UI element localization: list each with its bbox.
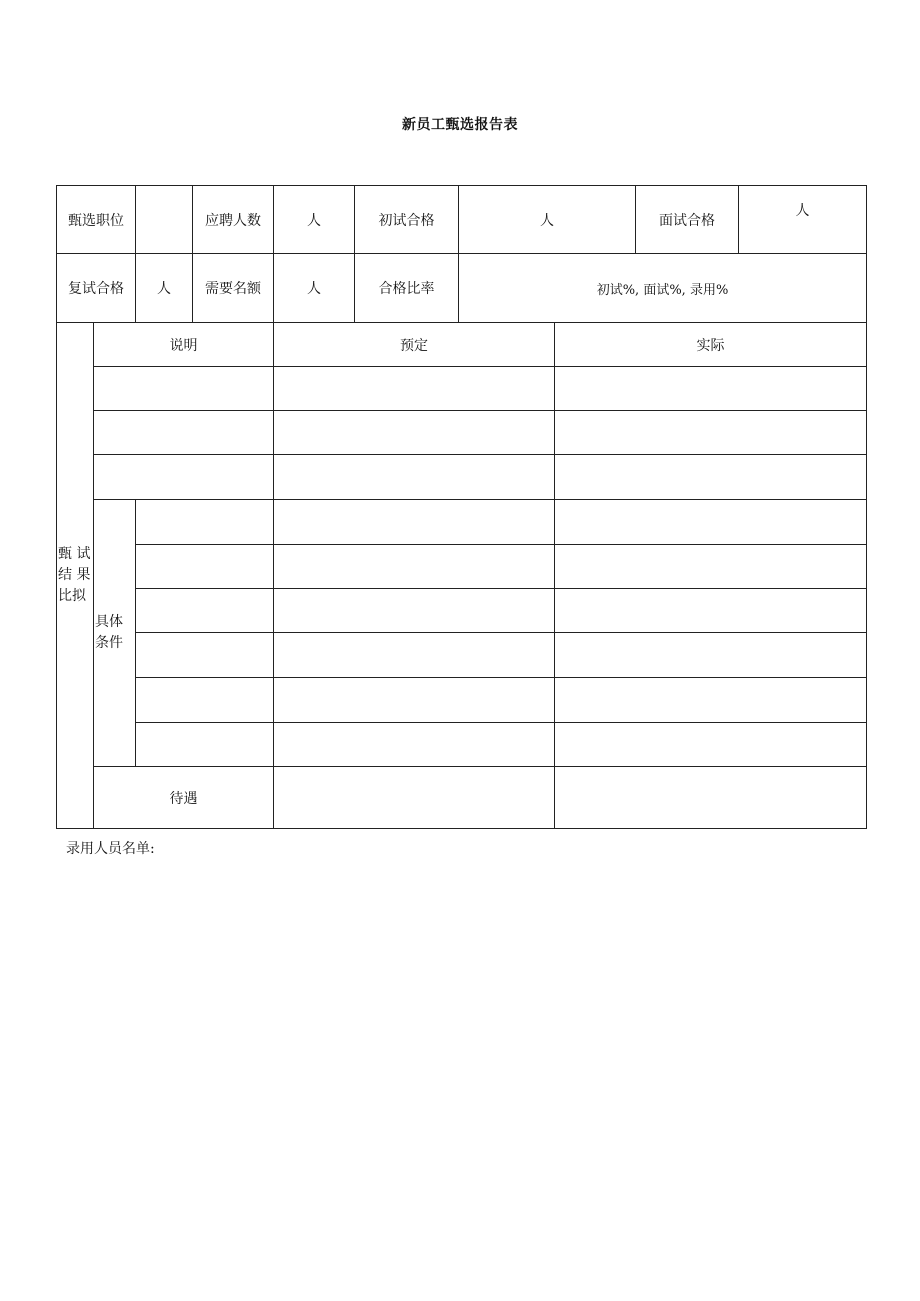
conditions-label-line: 条件 [95,635,123,651]
ratio-value-cell[interactable]: 初试%, 面试%, 录用% [459,254,867,323]
table-row [57,411,867,455]
treatment-label: 待遇 [94,767,274,829]
page-title: 新员工甄选报告表 [402,117,518,133]
interview-pass-label: 面试合格 [636,186,739,254]
comparison-label-line: 比拟 [58,588,86,604]
applicants-value-cell[interactable]: 人 [274,186,355,254]
table-row [57,678,867,723]
planned-cell[interactable] [274,367,555,411]
description-cell[interactable] [94,367,274,411]
comparison-label-line: 甄 试 [58,546,91,562]
retest-pass-label: 复试合格 [57,254,136,323]
actual-cell[interactable] [555,545,867,589]
planned-cell[interactable] [274,589,555,633]
planned-cell[interactable] [274,500,555,545]
planned-cell[interactable] [274,545,555,589]
table-row [57,367,867,411]
condition-item-cell[interactable] [136,633,274,678]
actual-cell[interactable] [555,633,867,678]
table-row [57,455,867,500]
planned-header: 预定 [274,323,555,367]
planned-cell[interactable] [274,633,555,678]
table-row [57,633,867,678]
comparison-label-line: 结 果 [58,567,91,583]
retest-pass-value-cell[interactable]: 人 [136,254,193,323]
condition-item-cell[interactable] [136,678,274,723]
planned-cell[interactable] [274,678,555,723]
condition-item-cell[interactable] [136,545,274,589]
hired-list-label: 录用人员名单: [66,841,155,857]
planned-cell[interactable] [274,455,555,500]
table-row [57,500,867,545]
quota-label: 需要名额 [193,254,274,323]
condition-item-cell[interactable] [136,500,274,545]
actual-cell[interactable] [555,589,867,633]
table-row [57,767,867,829]
first-pass-label: 初试合格 [355,186,459,254]
table-row [57,186,867,254]
description-cell[interactable] [94,411,274,455]
description-cell[interactable] [94,455,274,500]
comparison-section-label [57,323,94,829]
actual-cell[interactable] [555,767,867,829]
conditions-label [94,500,136,767]
applicants-label: 应聘人数 [193,186,274,254]
ratio-label: 合格比率 [355,254,459,323]
actual-header: 实际 [555,323,867,367]
planned-cell[interactable] [274,411,555,455]
planned-cell[interactable] [274,723,555,767]
actual-cell[interactable] [555,500,867,545]
position-label: 甄选职位 [57,186,136,254]
table-row [57,323,867,367]
planned-cell[interactable] [274,767,555,829]
actual-cell[interactable] [555,678,867,723]
selection-report-table [56,185,867,829]
first-pass-value-cell[interactable]: 人 [459,186,636,254]
actual-cell[interactable] [555,723,867,767]
conditions-label-line: 具体 [95,614,123,630]
position-value-cell[interactable] [136,186,193,254]
description-header: 说明 [94,323,274,367]
condition-item-cell[interactable] [136,723,274,767]
interview-pass-value-cell[interactable]: 人 [739,186,867,254]
condition-item-cell[interactable] [136,589,274,633]
quota-value-cell[interactable]: 人 [274,254,355,323]
table-row [57,723,867,767]
actual-cell[interactable] [555,367,867,411]
table-row [57,589,867,633]
actual-cell[interactable] [555,411,867,455]
table-row [57,254,867,323]
actual-cell[interactable] [555,455,867,500]
table-row [57,545,867,589]
